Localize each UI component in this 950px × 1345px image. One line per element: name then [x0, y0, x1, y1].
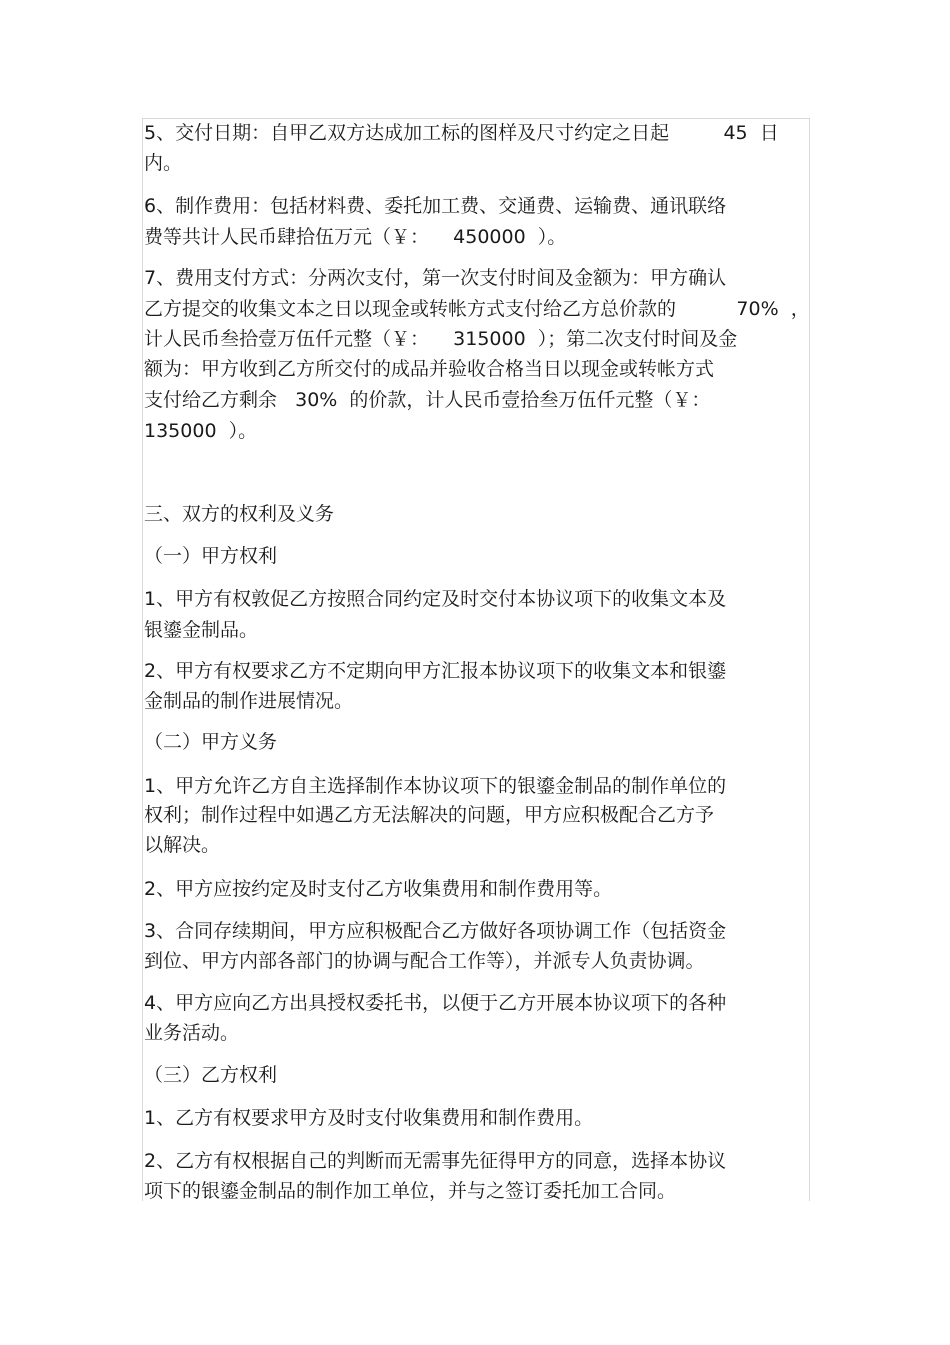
text-line: 额为：甲方收到乙方所交付的成品并验收合格当日以现金或转帐方式 — [144, 358, 715, 380]
subsection-heading: （二）甲方义务 — [144, 731, 278, 753]
text-line: 支付给乙方剩余 30% 的价款，计人民币壹拾叁万伍仟元整（￥： — [144, 389, 711, 411]
subsection-heading: （三）乙方权利 — [144, 1064, 278, 1086]
text-line: 5、交付日期：自甲乙双方达成加工标的图样及尺寸约定之日起 45 日 — [144, 122, 779, 144]
text-line: 2、甲方应按约定及时支付乙方收集费用和制作费用等。 — [144, 878, 613, 900]
text-line: 金制品的制作进展情况。 — [144, 690, 354, 712]
text-line: 以解决。 — [144, 834, 221, 856]
text-line: 银鎏金制品。 — [144, 619, 259, 641]
text-line: 到位、甲方内部各部门的协调与配合工作等），并派专人负责协调。 — [144, 950, 705, 972]
text-line: 4、甲方应向乙方出具授权委托书，以便于乙方开展本协议项下的各种 — [144, 992, 727, 1014]
subsection-heading: （一）甲方权利 — [144, 545, 278, 567]
text-line: 乙方提交的收集文本之日以现金或转帐方式支付给乙方总价款的 70% ， — [144, 298, 810, 320]
text-line: 项下的银鎏金制品的制作加工单位，并与之签订委托加工合同。 — [144, 1180, 677, 1202]
text-line: 1、甲方允许乙方自主选择制作本协议项下的银鎏金制品的制作单位的 — [144, 775, 727, 797]
text-line: 1、乙方有权要求甲方及时支付收集费用和制作费用。 — [144, 1107, 594, 1129]
text-line: 6、制作费用：包括材料费、委托加工费、交通费、运输费、通讯联络 — [144, 195, 727, 217]
section-heading: 三、双方的权利及义务 — [144, 503, 335, 525]
text-line: 7、费用支付方式：分两次支付，第一次支付时间及金额为：甲方确认 — [144, 267, 727, 289]
text-line: 3、合同存续期间，甲方应积极配合乙方做好各项协调工作（包括资金 — [144, 920, 727, 942]
text-line: 费等共计人民币肆拾伍万元（￥： 450000 ）。 — [144, 226, 567, 248]
text-line: 权利；制作过程中如遇乙方无法解决的问题，甲方应积极配合乙方予 — [144, 804, 715, 826]
text-line: 业务活动。 — [144, 1022, 240, 1044]
text-line: 135000 ）。 — [144, 420, 258, 442]
text-line: 计人民币叁拾壹万伍仟元整（￥： 315000 ）；第二次支付时间及金 — [144, 328, 738, 350]
text-line: 1、甲方有权敦促乙方按照合同约定及时交付本协议项下的收集文本及 — [144, 588, 727, 610]
text-line: 内。 — [144, 152, 183, 174]
text-line: 2、甲方有权要求乙方不定期向甲方汇报本协议项下的收集文本和银鎏 — [144, 660, 727, 682]
text-line: 2、乙方有权根据自己的判断而无需事先征得甲方的同意，选择本协议 — [144, 1150, 727, 1172]
